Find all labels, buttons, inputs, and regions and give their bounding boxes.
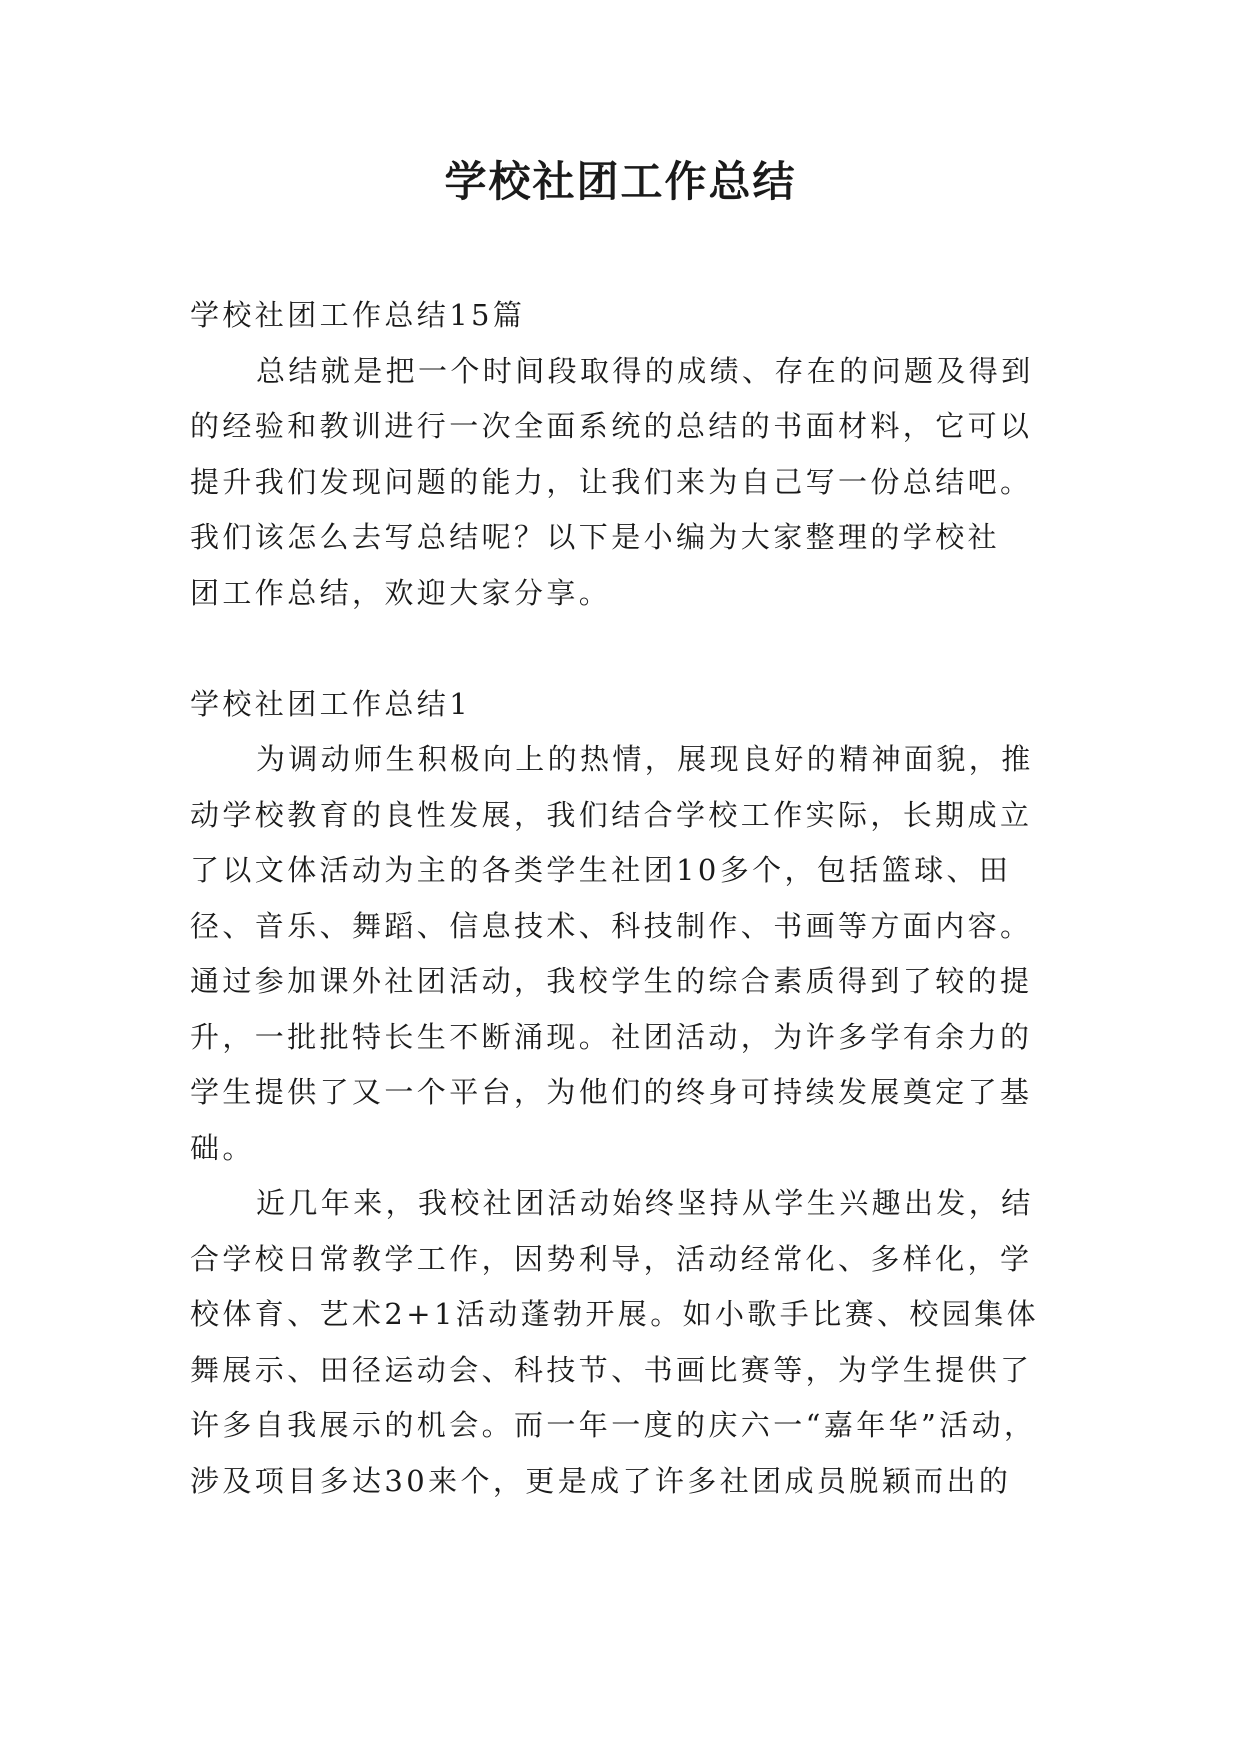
paragraph-line: 径、音乐、舞蹈、信息技术、科技制作、书画等方面内容。	[190, 908, 1033, 943]
paragraph-line: 升，一批批特长生不断涌现。社团活动，为许多学有余力的	[190, 1019, 1033, 1054]
paragraph-line: 合学校日常教学工作，因势利导，活动经常化、多样化，学	[190, 1241, 1033, 1276]
intro-line: 团工作总结，欢迎大家分享。	[190, 575, 612, 610]
paragraph-line: 舞展示、田径运动会、科技节、书画比赛等，为学生提供了	[190, 1352, 1033, 1387]
paragraph-line: 通过参加课外社团活动，我校学生的综合素质得到了较的提	[190, 964, 1033, 998]
intro-line: 我们该怎么去写总结呢？以下是小编为大家整理的学校社	[190, 520, 1001, 554]
section-spacer	[190, 621, 1060, 677]
document-title: 学校社团工作总结	[444, 157, 797, 206]
paragraph-line: 涉及项目多达30来个，更是成了许多社团成员脱颖而出的	[190, 1463, 1012, 1498]
intro-line: 总结就是把一个时间段取得的成绩、存在的问题及得到	[256, 353, 1034, 388]
intro-line: 的经验和教训进行一次全面系统的总结的书面材料，它可以	[190, 409, 1033, 443]
paragraph-line: 许多自我展示的机会。而一年一度的庆六一“嘉年华”活动，	[190, 1408, 1037, 1442]
paragraph-line: 动学校教育的良性发展，我们结合学校工作实际，长期成立	[190, 797, 1033, 832]
paragraph-line: 近几年来，我校社团活动始终坚持从学生兴趣出发，结	[256, 1186, 1034, 1220]
section-heading: 学校社团工作总结1	[190, 686, 472, 721]
body-paragraph-2	[190, 1176, 1060, 1509]
document-body	[190, 288, 1060, 1509]
intro-line: 提升我们发现问题的能力，让我们来为自己写一份总结吧。	[190, 464, 1033, 499]
paragraph-line: 了以文体活动为主的各类学生社团10多个，包括篮球、田	[190, 853, 1012, 887]
paragraph-line: 校体育、艺术2+1活动蓬勃开展。如小歌手比赛、校园集体	[190, 1297, 1040, 1331]
intro-paragraph	[190, 344, 1060, 622]
paragraph-line: 学生提供了又一个平台，为他们的终身可持续发展奠定了基	[190, 1075, 1033, 1109]
paragraph-line: 础。	[190, 1130, 255, 1165]
paragraph-line: 为调动师生积极向上的热情，展现良好的精神面貌，推	[256, 742, 1034, 776]
document-subtitle: 学校社团工作总结15篇	[190, 298, 526, 332]
body-paragraph-1	[190, 732, 1060, 1176]
